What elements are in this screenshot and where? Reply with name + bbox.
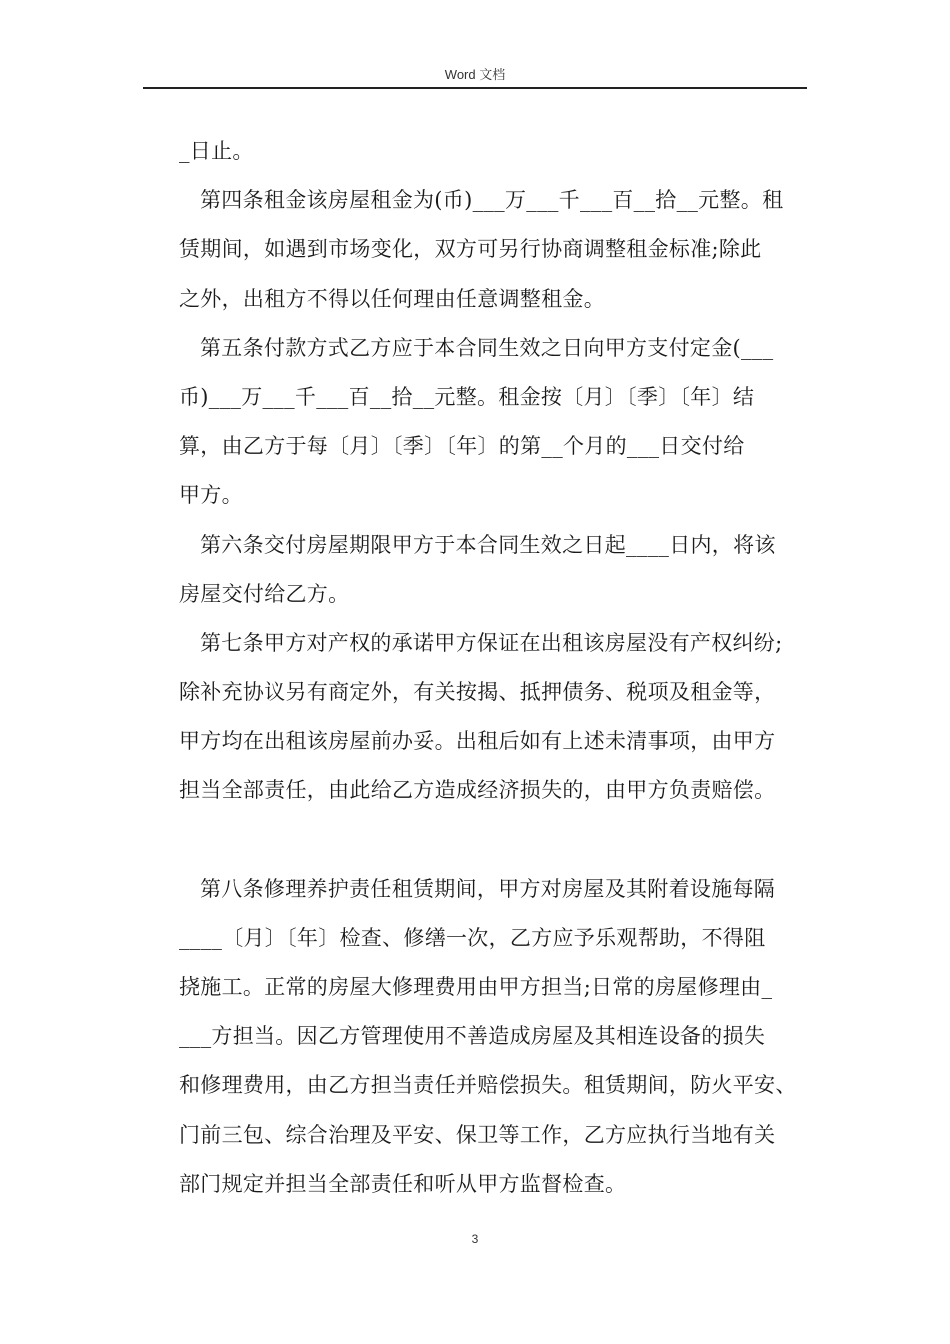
paragraph-article-6-line: 第六条交付房屋期限甲方于本合同生效之日起____日内，将该 bbox=[200, 532, 776, 557]
page-number: 3 bbox=[471, 1232, 479, 1246]
paragraph-article-5-line: 第五条付款方式乙方应于本合同生效之日向甲方支付定金(___ bbox=[200, 335, 774, 360]
document-header-title: Word 文档 bbox=[444, 67, 506, 82]
paragraph-spacer bbox=[179, 816, 819, 865]
paragraph-article-7-line: 甲方均在出租该房屋前办妥。出租后如有上述未清事项，由甲方 bbox=[179, 729, 776, 754]
paragraph-article-7-line: 第七条甲方对产权的承诺甲方保证在出租该房屋没有产权纠纷; bbox=[200, 630, 783, 655]
paragraph-article-6-line: 房屋交付给乙方。 bbox=[179, 581, 350, 606]
header-divider bbox=[143, 87, 807, 89]
paragraph-article-8-line: 部门规定并担当全部责任和听从甲方监督检查。 bbox=[179, 1171, 627, 1196]
paragraph-article-8-line: 门前三包、综合治理及平安、保卫等工作，乙方应执行当地有关 bbox=[179, 1122, 776, 1147]
paragraph-article-8-line: 和修理费用，由乙方担当责任并赔偿损失。租赁期间，防火平安、 bbox=[179, 1073, 797, 1098]
paragraph-article-8-line: 挠施工。正常的房屋大修理费用由甲方担当;日常的房屋修理由_ bbox=[179, 975, 773, 999]
paragraph-article-4-line: 赁期间，如遇到市场变化，双方可另行协商调整租金标准;除此 bbox=[179, 237, 762, 262]
paragraph-article-8-line: ____〔月〕〔年〕检查、修缮一次，乙方应予乐观帮助，不得阻 bbox=[179, 925, 766, 950]
document-body bbox=[179, 127, 819, 1209]
paragraph-article-4-line: 之外，出租方不得以任何理由任意调整租金。 bbox=[179, 286, 605, 311]
paragraph-article-5-line: 币)___万___千___百__拾__元整。租金按〔月〕〔季〕〔年〕结 bbox=[179, 384, 755, 409]
paragraph-article-7-line: 除补充协议另有商定外，有关按揭、抵押债务、税项及租金等， bbox=[179, 680, 776, 705]
text-line: _日止。 bbox=[179, 139, 254, 163]
paragraph-article-4-line: 第四条租金该房屋租金为(币)___万___千___百__拾__元整。租 bbox=[200, 188, 784, 213]
paragraph-article-8-line: ___方担当。因乙方管理使用不善造成房屋及其相连设备的损失 bbox=[179, 1024, 766, 1049]
paragraph-article-5-line: 算，由乙方于每〔月〕〔季〕〔年〕的第__个月的___日交付给 bbox=[179, 434, 745, 459]
paragraph-article-7-line: 担当全部责任，由此给乙方造成经济损失的，由甲方负责赔偿。 bbox=[179, 778, 776, 803]
paragraph-article-8-line: 第八条修理养护责任租赁期间，甲方对房屋及其附着设施每隔 bbox=[200, 876, 776, 901]
paragraph-article-5-line: 甲方。 bbox=[179, 483, 243, 508]
